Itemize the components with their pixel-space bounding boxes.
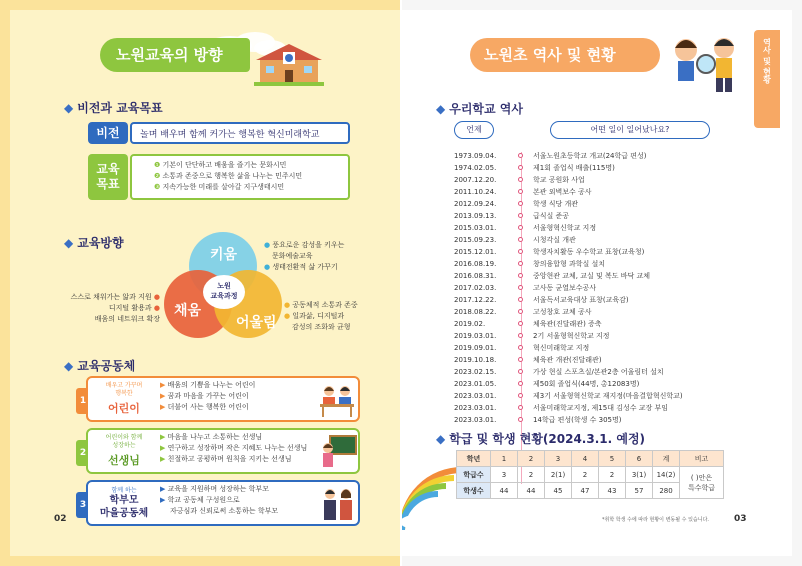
timeline-dot: [518, 345, 523, 350]
venn-label-right: 어울림: [236, 315, 277, 331]
history-text: 중앙현관 교체, 교실 및 복도 바닥 교체: [533, 272, 651, 280]
school-building-icon: [254, 42, 324, 86]
history-text: 학생 식당 개관: [533, 200, 579, 208]
community-card-child: [86, 376, 360, 422]
page-title: 노원초 역사 및 현황: [470, 38, 660, 72]
page-title: 노원교육의 방향: [100, 38, 250, 72]
vision-label: 비전: [88, 122, 128, 144]
timeline-dot: [518, 273, 523, 278]
history-col-what: 어떤 일이 일어났나요?: [550, 121, 710, 139]
history-event: [454, 354, 602, 366]
history-text: 고성창호 교체 공사: [533, 308, 592, 316]
card-subtitle: 함께 하는: [111, 487, 137, 494]
timeline-dot: [518, 369, 523, 374]
timeline-dot: [518, 333, 523, 338]
history-text: 제3기 서울형혁신학교 재지정(마을결합혁신학교): [533, 392, 683, 400]
right-page: [402, 0, 802, 566]
venn-top-notes: ● 풍요로운 감성을 키우는 문화예술교육 ● 생태전환적 삶 가꾸기: [264, 241, 345, 271]
history-event: [454, 270, 650, 282]
stats-note: ( )안은 특수학급: [680, 467, 724, 499]
history-text: 시청각실 개관: [533, 236, 576, 244]
history-text: 서울노원초등학교 개교(24학급 편성): [533, 152, 647, 160]
history-text: 제50회 졸업식(44명, 총12083명): [533, 380, 640, 388]
timeline-dot: [518, 153, 523, 158]
timeline-dot: [518, 321, 523, 326]
history-text: 서울형혁신학교 지정: [533, 224, 597, 232]
timeline-dot: [518, 417, 523, 422]
history-text: 14학급 편성(학생 수 305명): [533, 416, 622, 424]
parents-icon: [318, 486, 358, 522]
history-event: [454, 390, 683, 402]
timeline-dot: [518, 237, 523, 242]
history-event: [454, 258, 605, 270]
direction-section-title: ◆ 교육방향: [64, 236, 124, 250]
card-points: ▶ 마음을 나누고 소통하는 선생님 ▶ 연구하고 성장하며 작은 지혜도 나누는 선생님 ▶ 친절하고 공평하며 원칙을 지키는 선생님: [160, 433, 308, 463]
timeline-dot: [518, 261, 523, 266]
venn-right-notes: ● 공동체적 소통과 존중 ● 일과삶, 디지털과 감성의 조화와 균형: [284, 301, 358, 331]
history-date: 2011.10.24.: [454, 188, 497, 196]
history-date: 2019.02.: [454, 320, 486, 328]
timeline-dot: [518, 201, 523, 206]
card-subtitle: 어린이와 함께 성장하는: [105, 434, 143, 449]
history-text: 창의융합형 과학실 설치: [533, 260, 606, 268]
history-event: [454, 330, 610, 342]
history-event: [454, 282, 596, 294]
timeline-dot: [518, 297, 523, 302]
timeline-dot: [518, 381, 523, 386]
history-event: [454, 198, 578, 210]
history-date: 2019.09.01.: [454, 344, 497, 352]
history-event: [454, 234, 576, 246]
history-text: 체육관(진달래관) 증축: [533, 320, 602, 328]
history-text: 제1회 졸업식 배출(115명): [533, 164, 615, 172]
history-date: 2015.09.23.: [454, 236, 497, 244]
page-number: 02: [54, 514, 67, 524]
timeline-dot: [518, 177, 523, 182]
timeline-dot: [518, 165, 523, 170]
side-tab-label: 역사 및 현황: [762, 38, 772, 84]
stats-table: [456, 450, 724, 499]
history-date: 2016.08.19.: [454, 260, 497, 268]
card-points: ▶ 배움의 기쁨을 나누는 어린이 ▶ 꿈과 마음을 가꾸는 어린이 ▶ 더불어 사는 행복한 어린이: [160, 381, 256, 411]
vision-text: 놀며 배우며 함께 커가는 행복한 혁신미래학교: [130, 122, 350, 144]
history-col-when: 언제: [454, 121, 494, 139]
history-text: 학생자치활동 우수학교 표창(교육청): [533, 248, 645, 256]
history-event: [454, 378, 639, 390]
history-text: 서울미래학교지정, 제15대 김성수 교장 부임: [533, 404, 668, 412]
history-event: [454, 414, 622, 426]
history-date: 2012.09.24.: [454, 200, 497, 208]
history-event: [454, 318, 602, 330]
history-date: 2016.08.31.: [454, 272, 497, 280]
history-date: 2019.03.01.: [454, 332, 497, 340]
history-date: 2023.03.01.: [454, 416, 497, 424]
timeline-dot: [518, 285, 523, 290]
history-date: 2015.03.01.: [454, 224, 497, 232]
timeline-dot: [518, 357, 523, 362]
history-date: 2007.12.20.: [454, 176, 497, 184]
history-text: 체육관 개관(진달래관): [533, 356, 602, 364]
left-page: [0, 0, 400, 566]
history-event: [454, 150, 647, 162]
history-event: [454, 306, 592, 318]
stats-header-row: 학년 1 2 3 4 5 6 계 비고: [457, 451, 724, 467]
history-date: 1974.02.05.: [454, 164, 497, 172]
history-text: 학교 공원화 사업: [533, 176, 585, 184]
timeline-dot: [518, 225, 523, 230]
card-subtitle: 배우고 가꾸며 행복한: [105, 382, 143, 397]
card-number: 3: [76, 492, 90, 518]
history-event: [454, 366, 664, 378]
stats-classes-row: 학급수 3 2 2(1) 2 2 3(1) 14(2) ( )안은 특수학급: [457, 467, 724, 483]
history-text: 급식실 준공: [533, 212, 570, 220]
history-date: 2023.01.05.: [454, 380, 497, 388]
history-event: [454, 246, 644, 258]
history-event: [454, 174, 585, 186]
kids-magnifier-icon: [668, 34, 748, 96]
history-date: 2019.10.18.: [454, 356, 497, 364]
stats-students-row: 학생수 44 44 45 47 43 57 280: [457, 483, 724, 499]
card-name: 어린이: [108, 402, 140, 415]
history-date: 1973.09.04.: [454, 152, 497, 160]
history-section-title: ◆ 우리학교 역사: [436, 102, 523, 116]
timeline-dot: [518, 189, 523, 194]
teacher-blackboard-icon: [320, 434, 358, 470]
card-number: 2: [76, 440, 90, 466]
card-name: 선생님: [108, 454, 140, 467]
stats-section-title: ◆ 학급 및 학생 현황(2024.3.1. 예정): [436, 432, 646, 446]
history-text: 서울독서교육대상 표창(교육감): [533, 296, 629, 304]
community-section-title: ◆ 교육공동체: [64, 359, 136, 373]
history-text: 혁신미래학교 지정: [533, 344, 590, 352]
venn-label-top: 키움: [210, 247, 238, 263]
card-number: 1: [76, 388, 90, 414]
goal-label: 교육 목표: [88, 154, 128, 200]
history-date: 2017.02.03.: [454, 284, 497, 292]
goal-item: ❷ 소통과 존중으로 행복한 삶을 나누는 민주시민: [154, 172, 303, 180]
history-text: 본관 외벽보수 공사: [533, 188, 592, 196]
venn-left-notes: 스스로 채워가는 앎과 지원 ● 디지털 활용과 ● 배움의 네트워크 확장: [70, 293, 160, 323]
history-text: 2기 서울형혁신학교 지정: [533, 332, 610, 340]
stats-footnote: *취학 학생 수에 따라 현황이 변동될 수 있습니다.: [602, 517, 709, 523]
history-date: 2018.08.22.: [454, 308, 497, 316]
card-points: ▶ 교육을 지원하며 성장하는 학부모 ▶ 학교 공동체 구성원으로 자긍심과 신뢰로써 소통하는 학부모: [160, 485, 279, 515]
goal-list: [130, 154, 350, 200]
vision-section-title: ◆ 비전과 교육목표: [64, 101, 163, 115]
venn-label-left: 채움: [174, 303, 202, 319]
history-event: [454, 342, 589, 354]
history-date: 2017.12.22.: [454, 296, 497, 304]
timeline-dot: [518, 405, 523, 410]
history-date: 2023.03.01.: [454, 404, 497, 412]
history-date: 2015.12.01.: [454, 248, 497, 256]
children-desk-icon: [318, 382, 356, 418]
timeline-dot: [518, 213, 523, 218]
venn-center: 노원 교육과정: [203, 275, 245, 309]
history-event: [454, 162, 615, 174]
card-name: 학부모 마을공동체: [99, 495, 149, 519]
timeline-dot: [518, 393, 523, 398]
history-text: 가상 현실 스포츠실/본관2층 어울림터 설치: [533, 368, 664, 376]
history-date: 2023.03.01.: [454, 392, 497, 400]
timeline-dot: [518, 309, 523, 314]
history-event: [454, 186, 592, 198]
history-event: [454, 210, 569, 222]
history-text: 고사동 균열보수공사: [533, 284, 597, 292]
history-event: [454, 402, 668, 414]
history-event: [454, 294, 629, 306]
history-date: 2013.09.13.: [454, 212, 497, 220]
history-date: 2023.02.15.: [454, 368, 497, 376]
history-event: [454, 222, 596, 234]
goal-item: ❸ 지속가능한 미래를 살아갈 지구생태시민: [154, 183, 285, 191]
community-card-teacher: [86, 428, 360, 474]
side-tab[interactable]: [754, 30, 780, 128]
community-card-parents: [86, 480, 360, 526]
timeline-dot: [518, 249, 523, 254]
page-number: 03: [734, 514, 747, 524]
goal-item: ❶ 기본이 단단하고 배움을 즐기는 문화시민: [154, 161, 287, 169]
